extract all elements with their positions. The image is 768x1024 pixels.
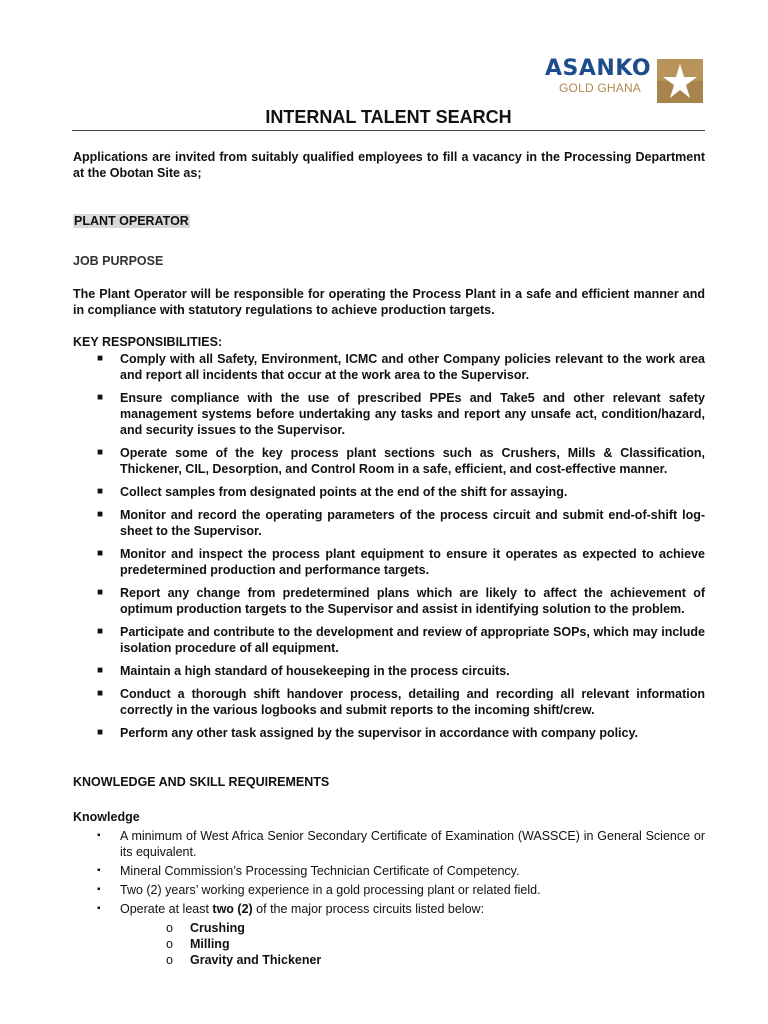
square-bullet-icon: ■: [97, 353, 104, 364]
list-item: o Gravity and Thickener: [166, 953, 322, 967]
position-highlight: PLANT OPERATOR: [74, 214, 189, 228]
list-item: ■ Monitor and inspect the process plant equipment to ensure it operates as expected to achieve predetermined production and performance targets.: [97, 547, 705, 577]
gold-star-icon: [657, 59, 703, 103]
square-bullet-icon: ■: [97, 665, 104, 676]
list-item: ■ Conduct a thorough shift handover process, detailing and recording all relevant information correctly in the various logbooks and submit reports to the incoming shift/crew.: [97, 687, 705, 717]
small-square-bullet-icon: ▪: [97, 903, 101, 914]
responsibilities-list: [73, 351, 705, 748]
circle-bullet-icon: o: [166, 937, 173, 951]
list-item: ▪ Two (2) years’ working experience in a gold processing plant or related field.: [97, 883, 541, 897]
list-item: ▪ A minimum of West Africa Senior Secondary Certificate of Examination (WASSCE) in General Science or its equivalent.: [97, 829, 705, 859]
square-bullet-icon: ■: [97, 587, 104, 598]
circuits-list: [162, 920, 462, 968]
list-item: ■ Operate some of the key process plant sections such as Crushers, Mills & Classification, Thickener, CIL, Desorption, and Control Room in a safe, efficient, and cost-effective manner.: [97, 446, 705, 476]
list-item: ▪ Operate at least two (2) of the major process circuits listed below:: [97, 902, 485, 916]
title-underline: [72, 130, 705, 131]
circle-bullet-icon: o: [166, 953, 173, 967]
square-bullet-icon: ■: [97, 447, 104, 458]
position-title: [73, 213, 705, 229]
small-square-bullet-icon: ▪: [97, 865, 101, 876]
list-item: ■ Ensure compliance with the use of prescribed PPEs and Take5 and other relevant safety management systems before undertaking any tasks and report any unsafe act, condition/hazard, and security issues to the Supervisor.: [97, 391, 705, 437]
square-bullet-icon: ■: [97, 688, 104, 699]
page-title: INTERNAL TALENT SEARCH: [265, 107, 512, 127]
responsibilities-heading: KEY RESPONSIBILITIES:: [73, 335, 223, 349]
logo-subtitle: GOLD GHANA: [559, 81, 642, 95]
square-bullet-icon: ■: [97, 486, 104, 497]
list-item: ■ Perform any other task assigned by the supervisor in accordance with company policy.: [97, 726, 638, 740]
company-logo: [543, 57, 705, 103]
list-item: ▪ Mineral Commission’s Processing Technician Certificate of Competency.: [97, 864, 520, 878]
list-item: o Milling: [166, 937, 230, 951]
intro-paragraph: Applications are invited from suitably qualified employees to fill a vacancy in the Processing Department at the Obotan Site as;: [73, 150, 705, 180]
list-item: ■ Collect samples from designated points at the end of the shift for assaying.: [97, 485, 568, 499]
list-item: o Crushing: [166, 921, 245, 935]
list-item: ■ Maintain a high standard of housekeeping in the process circuits.: [97, 664, 510, 678]
square-bullet-icon: ■: [97, 509, 104, 520]
job-purpose-text: The Plant Operator will be responsible for operating the Process Plant in a safe and efficient manner and in compliance with statutory regulations to achieve production targets.: [73, 287, 705, 317]
knowledge-skills-heading: KNOWLEDGE AND SKILL REQUIREMENTS: [73, 775, 330, 789]
square-bullet-icon: ■: [97, 548, 104, 559]
knowledge-heading: Knowledge: [73, 810, 140, 824]
list-item: ■ Comply with all Safety, Environment, ICMC and other Company policies relevant to the work area and report all incidents that occur at the work area to the Supervisor.: [97, 352, 705, 382]
job-purpose-heading: JOB PURPOSE: [73, 254, 164, 268]
small-square-bullet-icon: ▪: [97, 830, 101, 841]
square-bullet-icon: ■: [97, 626, 104, 637]
list-item: ■ Participate and contribute to the development and review of appropriate SOPs, which may include isolation procedure of all equipment.: [97, 625, 705, 655]
knowledge-list: [73, 828, 705, 920]
square-bullet-icon: ■: [97, 727, 104, 738]
small-square-bullet-icon: ▪: [97, 884, 101, 895]
list-item: ■ Report any change from predetermined plans which are likely to affect the achievement of optimum production targets to the Supervisor and assist in identifying solution to the problem.: [97, 586, 705, 616]
circle-bullet-icon: o: [166, 921, 173, 935]
list-item: ■ Monitor and record the operating parameters of the process circuit and submit end-of-shift log-sheet to the Supervisor.: [97, 508, 705, 538]
logo-name: ASANKO: [545, 56, 652, 81]
square-bullet-icon: ■: [97, 392, 104, 403]
